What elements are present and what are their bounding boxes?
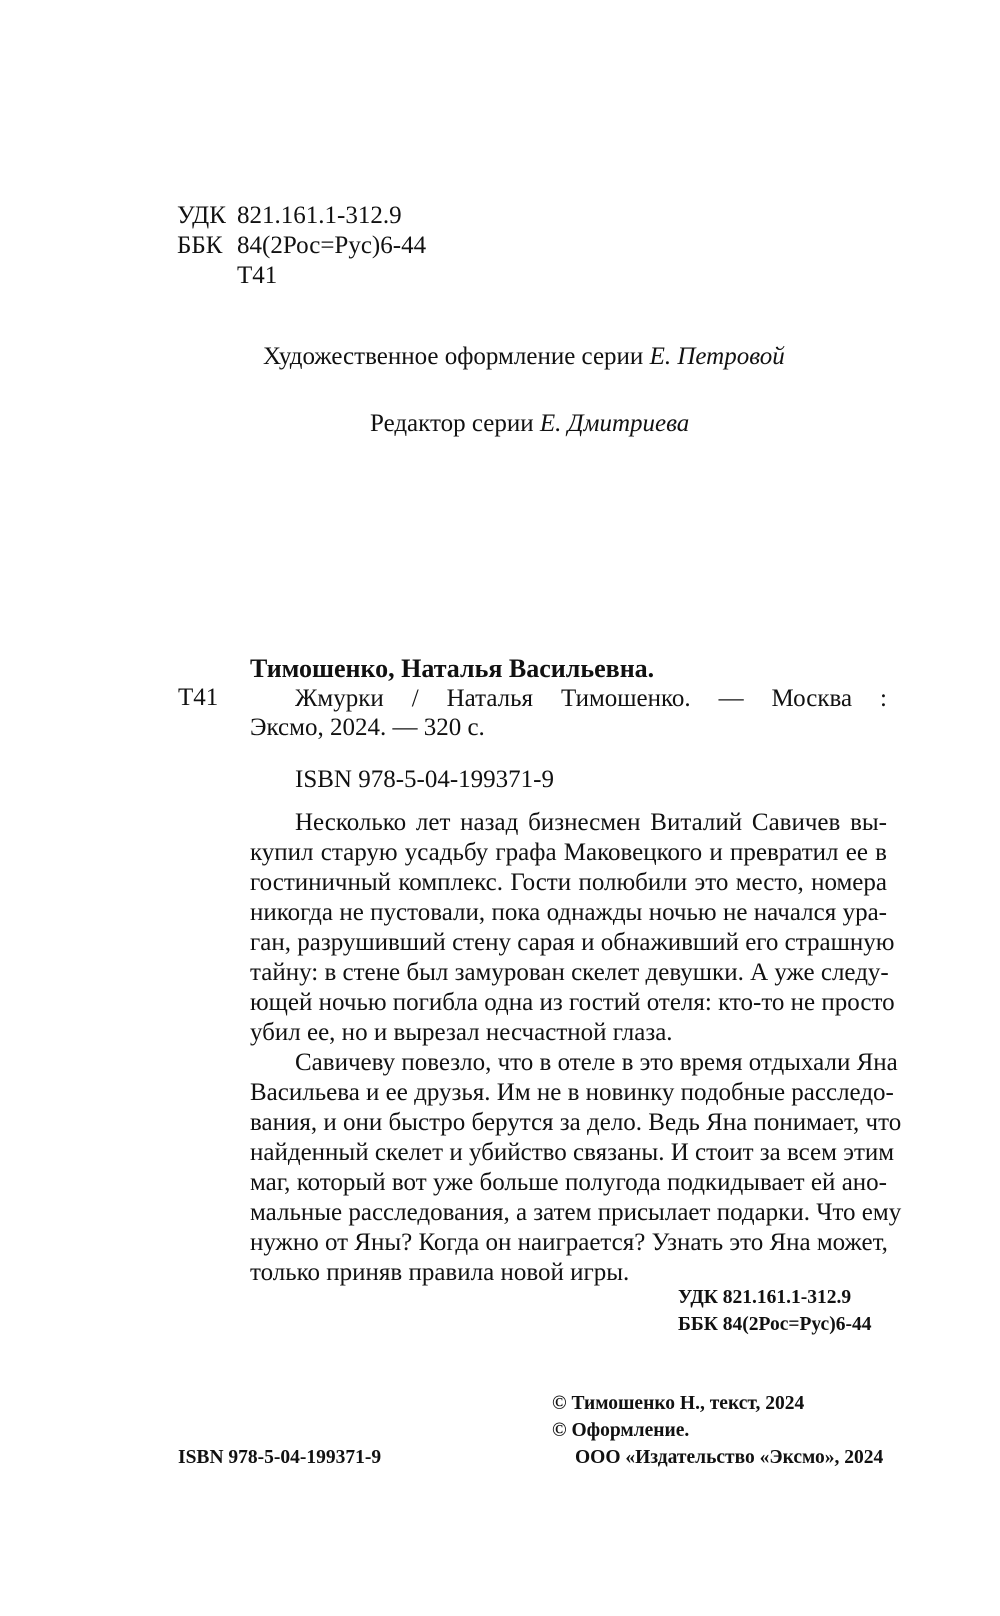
annotation-line: ган, разрушивший стену сарая и обнаживший его страшную <box>250 929 895 956</box>
annotation-line: ющей ночью погибла одна из гостий отеля: кто-то не просто <box>250 989 895 1016</box>
footer-isbn: ISBN 978-5-04-199371-9 <box>178 1447 382 1468</box>
annotation-paragraph-2 <box>250 1048 902 1288</box>
bib-isbn: ISBN 978-5-04-199371-9 <box>295 766 555 793</box>
design-credit <box>263 343 785 371</box>
annotation-line: никогда не пустовали, пока однажды ночью не начался ура- <box>250 899 887 926</box>
annotation-line: найденный скелет и убийство связаны. И стоит за всем этим <box>250 1139 895 1166</box>
copyright-text: © Тимошенко Н., текст, 2024 <box>552 1393 805 1414</box>
editor-credit <box>370 410 689 438</box>
bib-line-1: Жмурки / Наталья Тимошенко. — Москва : <box>295 685 887 712</box>
annotation-line: купил старую усадьбу графа Маковецкого и превратил ее в <box>250 839 887 866</box>
annotation-paragraph-1 <box>250 808 895 1048</box>
annotation-line: вания, и они быстро берутся за дело. Ведь Яна понимает, что <box>250 1109 902 1136</box>
copyright-publisher: ООО «Издательство «Эксмо», 2024 <box>575 1447 884 1468</box>
udk-label: УДК <box>177 202 226 229</box>
editor-credit-name: Е. Дмитриева <box>539 410 690 437</box>
annotation-line: маг, который вот уже больше полугода подкидывает ей ано- <box>250 1169 887 1196</box>
bbk-label: ББК <box>177 232 223 259</box>
classification-udk: УДК 821.161.1-312.9 <box>678 1287 852 1308</box>
bbk-value: 84(2Рос=Рус)6-44 <box>237 232 427 259</box>
udk-header <box>177 202 402 230</box>
annotation-line: нужно от Яны? Когда он наиграется? Узнать это Яна может, <box>250 1229 888 1256</box>
design-credit-name: Е. Петровой <box>649 343 785 370</box>
bib-mark: Т41 <box>178 684 219 711</box>
annotation-line: только приняв правила новой игры. <box>250 1259 630 1286</box>
annotation-line: Несколько лет назад бизнесмен Виталий Савичев вы- <box>295 809 887 836</box>
bib-line-2: Эксмо, 2024. — 320 с. <box>250 714 485 741</box>
bbk-header <box>177 232 426 260</box>
classification-bbk: ББК 84(2Рос=Рус)6-44 <box>678 1314 872 1335</box>
author-mark: Т41 <box>237 262 278 289</box>
copyright-design: © Оформление. <box>552 1420 690 1441</box>
udk-value: 821.161.1-312.9 <box>237 202 402 229</box>
author-heading: Тимошенко, Наталья Васильевна. <box>250 654 655 683</box>
annotation-line: гостиничный комплекс. Гости полюбили это место, номера <box>250 869 887 896</box>
annotation-line: Васильева и ее друзья. Им не в новинку подобные расследо- <box>250 1079 894 1106</box>
annotation-line: тайну: в стене был замурован скелет девушки. А уже следу- <box>250 959 889 986</box>
editor-credit-prefix: Редактор серии <box>370 410 534 437</box>
design-credit-prefix: Художественное оформление серии <box>263 343 644 370</box>
annotation-line: мальные расследования, а затем присылает подарки. Что ему <box>250 1199 902 1226</box>
annotation-line: Савичеву повезло, что в отеле в это время отдыхали Яна <box>295 1049 898 1076</box>
annotation-line: убил ее, но и вырезал несчастной глаза. <box>250 1019 673 1046</box>
